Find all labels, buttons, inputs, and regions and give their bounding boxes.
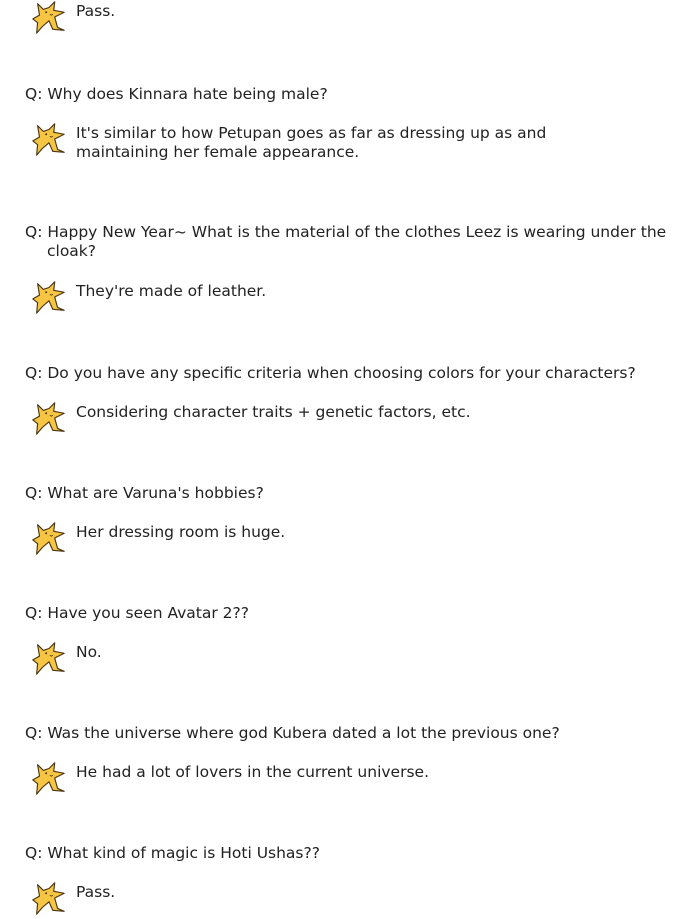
answer-block (30, 879, 610, 902)
answer-text: Her dressing room is huge. (76, 523, 286, 541)
orange-pointing-cat-icon (30, 759, 68, 797)
orange-pointing-cat-icon (30, 519, 68, 557)
question-text: Q: Happy New Year~ What is the material of the clothes Leez is wearing under the cloak? (25, 223, 667, 260)
answer-text: He had a lot of lovers in the current universe. (76, 763, 430, 781)
question-text: Q: Have you seen Avatar 2?? (25, 604, 250, 622)
answer-block (30, 120, 610, 162)
answer-text: Considering character traits + genetic factors, etc. (76, 403, 471, 421)
orange-pointing-cat-icon (30, 278, 68, 316)
answer-block (30, 639, 610, 662)
answer-text: It's similar to how Petupan goes as far as dressing up as and maintaining her female appearance. (76, 124, 547, 161)
orange-pointing-cat-icon (30, 639, 68, 677)
question-text: Q: What are Varuna's hobbies? (25, 484, 264, 502)
question-text: Q: Why does Kinnara hate being male? (25, 85, 328, 103)
answer-text: They're made of leather. (76, 282, 267, 300)
orange-pointing-cat-icon (30, 879, 68, 917)
question-text: Q: Was the universe where god Kubera dated a lot the previous one? (25, 724, 560, 742)
answer-block (30, 399, 610, 422)
question-text: Q: Do you have any specific criteria when choosing colors for your characters? (25, 364, 636, 382)
answer-block (30, 759, 610, 782)
answer-block (30, 278, 610, 301)
answer-text: No. (76, 643, 102, 661)
orange-pointing-cat-icon (30, 0, 68, 36)
answer-block (30, 519, 610, 542)
answer-block (30, 0, 610, 21)
question-text: Q: What kind of magic is Hoti Ushas?? (25, 844, 320, 862)
answer-text: Pass. (76, 2, 116, 20)
answer-text: Pass. (76, 883, 116, 901)
orange-pointing-cat-icon (30, 399, 68, 437)
orange-pointing-cat-icon (30, 120, 68, 158)
